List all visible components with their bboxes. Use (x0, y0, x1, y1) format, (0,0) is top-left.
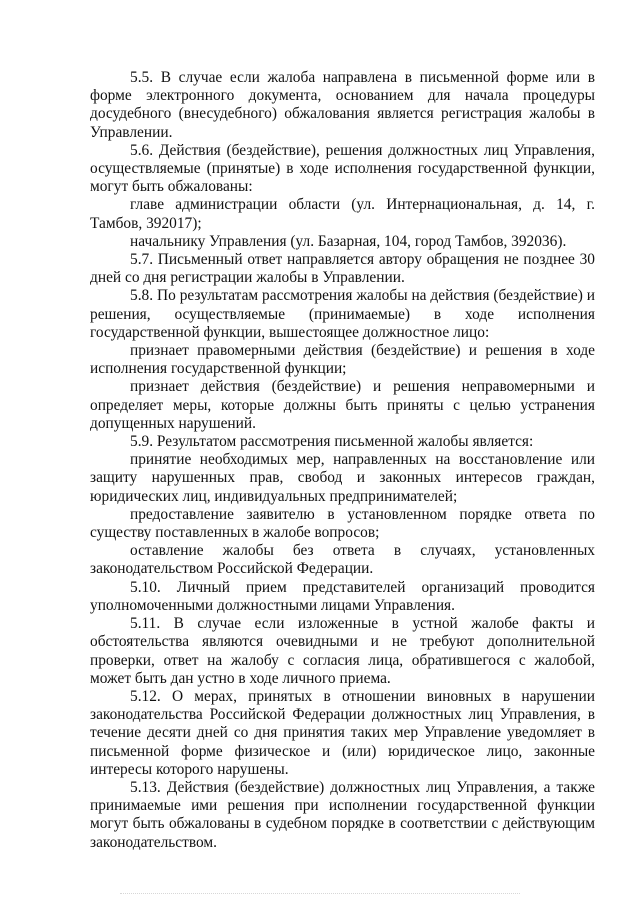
paragraph-5-5: 5.5. В случае если жалоба направлена в письменной форме или в форме электронного документа, основанием для начала процедуры досудебного (внесудебного) обжалования является регистрация жалобы в Управлении. (90, 69, 595, 141)
paragraph-5-8: 5.8. По результатам рассмотрения жалобы на действия (бездействие) и решения, осуществляемые (принимаемые) в ходе исполнения государственной функции, вышестоящее должностное лицо: (90, 287, 595, 341)
paragraph-5-8-item-lawful: признает правомерными действия (бездействие) и решения в ходе исполнения государственной функции; (90, 342, 595, 378)
paragraph-5-6: 5.6. Действия (бездействие), решения должностных лиц Управления, осуществляемые (принятые) в ходе исполнения государственной функции, могут быть обжалованы: (90, 141, 595, 196)
paragraph-5-13: 5.13. Действия (бездействие) должностных лиц Управления, а также принимаемые ими решения при исполнении государственной функции могут быть обжалованы в судебном порядке в соответствии с действующим законодательством. (90, 778, 595, 851)
paragraph-5-8-item-unlawful: признает действия (бездействие) и решения неправомерными и определяет меры, которые должны быть приняты с целью устранения допущенных нарушений. (90, 378, 595, 432)
paragraph-5-10: 5.10. Личный прием представителей организаций проводится уполномоченными должностными лицами Управления. (90, 578, 595, 614)
scan-artifact-line (120, 893, 520, 900)
paragraph-5-7: 5.7. Письменный ответ направляется автору обращения не позднее 30 дней со дня регистрации жалобы в Управлении. (90, 251, 595, 287)
paragraph-5-9-item-answer: предоставление заявителю в установленном порядке ответа по существу поставленных в жалобе вопросов; (90, 505, 595, 542)
paragraph-5-9-item-no-answer: оставление жалобы без ответа в случаях, установленных законодательством Российской Федерации. (90, 542, 595, 578)
document-body (90, 69, 595, 852)
paragraph-5-9-item-measures: принятие необходимых мер, направленных на восстановление или защиту нарушенных прав, свобод и законных интересов граждан, юридических лиц, индивидуальных предпринимателей; (90, 451, 595, 505)
paragraph-5-6-item-head: начальнику Управления (ул. Базарная, 104, город Тамбов, 392036). (130, 232, 567, 250)
paragraph-5-12: 5.12. О мерах, принятых в отношении виновных в нарушении законодательства Российской Федерации должностных лиц Управления, в течение десяти дней со дня принятия таких мер Управление уведомляет в письменной форме физическое и (или) юридическое лицо, законные интересы которого нарушены. (90, 687, 595, 778)
paragraph-5-9: 5.9. Результатом рассмотрения письменной жалобы является: (130, 433, 534, 451)
paragraph-5-6-item-governor: главе администрации области (ул. Интернациональная, д. 14, г. Тамбов, 392017); (90, 196, 595, 232)
paragraph-5-11: 5.11. В случае если изложенные в устной жалобе факты и обстоятельства являются очевидными и не требуют дополнительной проверки, ответ на жалобу с согласия лица, обратившегося с жалобой, может быть дан устно в ходе личного приема. (90, 615, 595, 687)
